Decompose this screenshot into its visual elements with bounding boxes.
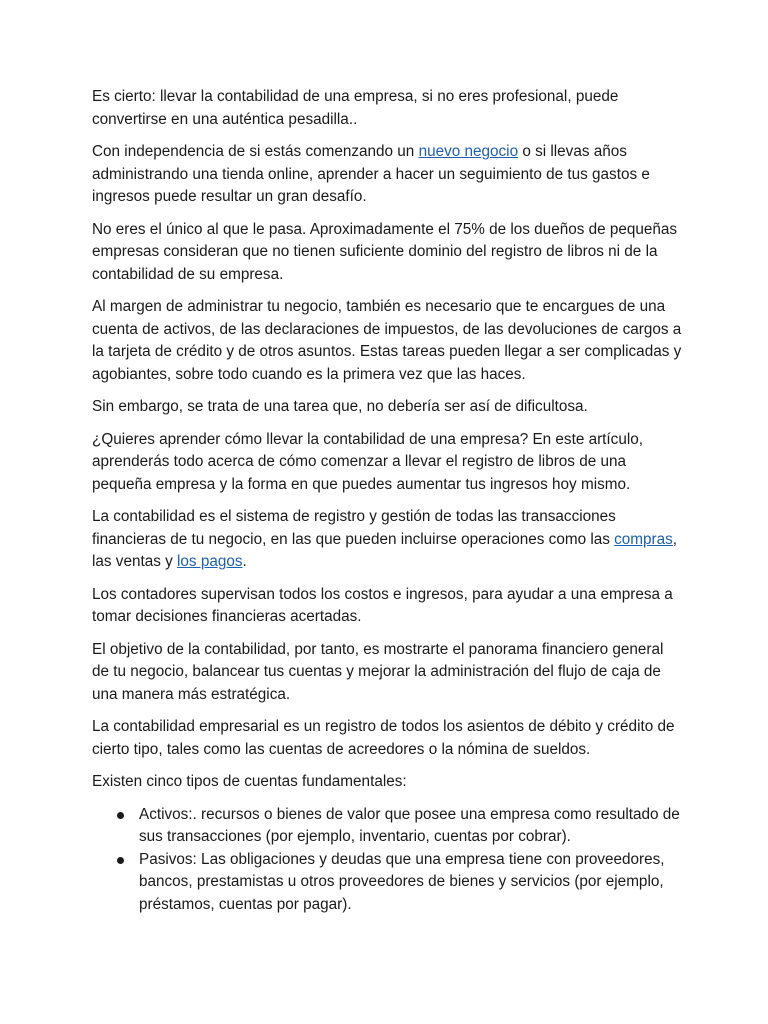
paragraph-text: . [242,553,247,570]
paragraph-five-types: Existen cinco tipos de cuentas fundamentales: [92,773,407,790]
paragraph-text: o si llevas años administrando una tienda online, aprender a hacer un seguimiento de tus gastos e ingresos puede resultar un gran desafío. [92,143,650,205]
document-body [92,86,682,916]
list-item-pasivos [92,849,682,917]
list-item-text: Activos:. recursos o bienes de valor que posee una empresa como resultado de sus transacciones (por ejemplo, inventario, cuentas por cobrar). [139,805,680,845]
paragraph-definition [92,506,682,574]
paragraph-accountants: Los contadores supervisan todos los costos e ingresos, para ayudar a una empresa a tomar decisiones financieras acertadas. [92,585,673,625]
list-item-activos [92,804,682,849]
paragraph-business-accounting: La contabilidad empresarial es un registro de todos los asientos de débito y crédito de cierto tipo, tales como las cuentas de acreedores o la nómina de sueldos. [92,718,675,758]
paragraph-text: La contabilidad es el sistema de registro y gestión de todas las transacciones financieras de tu negocio, en las que pueden incluirse operaciones como las [92,508,616,548]
list-item-text: Pasivos: Las obligaciones y deudas que una empresa tiene con proveedores, bancos, prestamistas u otros proveedores de bienes y servicios (por ejemplo, préstamos, cuentas por pagar). [139,850,665,913]
paragraph-intro: Es cierto: llevar la contabilidad de una empresa, si no eres profesional, puede convertirse en una auténtica pesadilla.. [92,88,619,128]
link-los-pagos[interactable]: los pagos [177,553,243,570]
paragraph-new-business [92,141,682,209]
paragraph-tasks: Al margen de administrar tu negocio, también es necesario que te encargues de una cuenta de activos, de las declaraciones de impuestos, de las devoluciones de cargos a la tarjeta de crédito y de otros asuntos. Estas tareas pueden llegar a ser complicadas y agobiantes, sobre todo cuando es la primera vez que las haces. [92,298,682,383]
paragraph-not-alone: No eres el único al que le pasa. Aproximadamente el 75% de los dueños de pequeñas empresas consideran que no tienen suficiente dominio del registro de libros ni de la contabilidad de su empresa. [92,220,678,283]
paragraph-objective: El objetivo de la contabilidad, por tanto, es mostrarte el panorama financiero general de tu negocio, balancear tus cuentas y mejorar la administración del flujo de caja de una manera más estratégica. [92,640,664,703]
paragraph-however: Sin embargo, se trata de una tarea que, no debería ser así de dificultosa. [92,398,588,415]
link-compras[interactable]: compras [614,530,673,548]
paragraph-text: , las ventas y [92,530,678,570]
paragraph-learn: ¿Quieres aprender cómo llevar la contabilidad de una empresa? En este artículo, aprenderás todo acerca de cómo comenzar a llevar el registro de libros de una pequeña empresa y la forma en que puedes aumentar tus ingresos hoy mismo. [92,430,643,493]
bullet-icon [117,857,124,864]
bullet-icon [117,812,124,819]
link-nuevo-negocio[interactable]: nuevo negocio [418,143,519,160]
paragraph-text: Con independencia de si estás comenzando un [92,143,419,160]
account-types-list [92,804,682,917]
